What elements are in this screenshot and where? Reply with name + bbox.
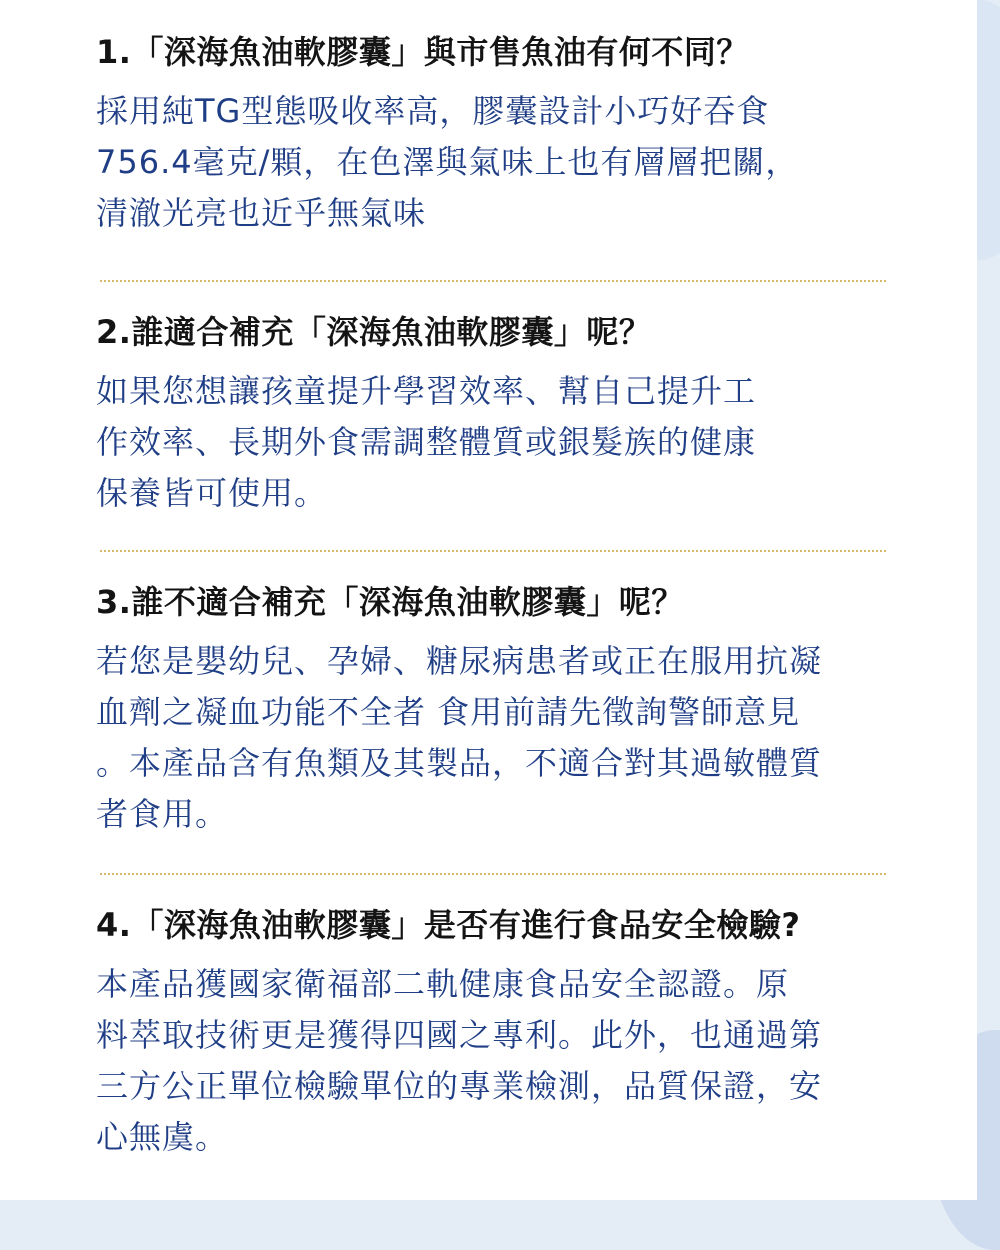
- answer-line: 血劑之凝血功能不全者 食用前請先徵詢警師意見: [96, 693, 801, 731]
- answer-line: 756.4毫克/顆，在色澤與氣味上也有層層把關，: [96, 143, 799, 181]
- faq-answer-1: [96, 86, 896, 239]
- dotted-divider: [100, 550, 886, 552]
- faq-answer-3: [96, 636, 896, 840]
- answer-line: 清澈光亮也近乎無氣味: [96, 194, 427, 232]
- answer-line: 料萃取技術更是獲得四國之專利。此外，也通過第: [96, 1016, 823, 1054]
- answer-line: 作效率、長期外食需調整體質或銀髮族的健康: [96, 423, 757, 461]
- faq-answer-2: [96, 366, 896, 519]
- faq-item-3: [96, 582, 896, 840]
- faq-answer-4: [96, 959, 896, 1163]
- faq-item-4: [96, 905, 896, 1163]
- faq-question-3: 3.誰不適合補充「深海魚油軟膠囊」呢？: [96, 583, 684, 621]
- faq-question-4: 4.「深海魚油軟膠囊」是否有進行食品安全檢驗?: [96, 906, 801, 944]
- answer-line: 。本產品含有魚類及其製品，不適合對其過敏體質: [96, 744, 823, 782]
- dotted-divider: [100, 873, 886, 875]
- answer-line: 如果您想讓孩童提升學習效率、幫自己提升工: [96, 372, 757, 410]
- faq-item-1: [96, 32, 896, 239]
- faq-question-1: 1.「深海魚油軟膠囊」與市售魚油有何不同？: [96, 33, 749, 71]
- dotted-divider: [100, 280, 886, 282]
- answer-line: 保養皆可使用。: [96, 474, 328, 512]
- faq-question-2: 2.誰適合補充「深海魚油軟膠囊」呢？: [96, 313, 652, 351]
- answer-line: 三方公正單位檢驗單位的專業檢測，品質保證，安: [96, 1067, 823, 1105]
- answer-line: 者食用。: [96, 795, 229, 833]
- answer-line: 採用純TG型態吸收率高，膠囊設計小巧好吞食: [96, 92, 770, 130]
- answer-line: 本產品獲國家衛福部二軌健康食品安全認證。原: [96, 965, 790, 1003]
- answer-line: 若您是嬰幼兒、孕婦、糖尿病患者或正在服用抗凝: [96, 642, 823, 680]
- faq-item-2: [96, 312, 896, 519]
- answer-line: 心無虞。: [96, 1118, 229, 1156]
